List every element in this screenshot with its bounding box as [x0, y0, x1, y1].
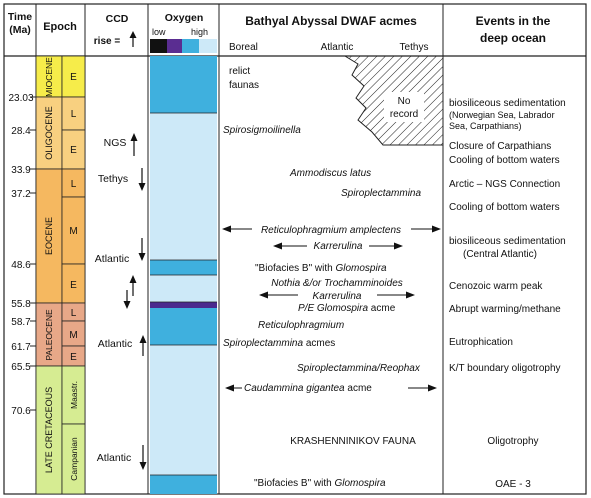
acme-label: KRASHENNINIKOV FAUNA	[290, 436, 416, 447]
ccd-rise-arrow-icon	[130, 31, 137, 47]
oxygen-band-mid	[150, 475, 217, 494]
header-tethys: Tethys	[399, 42, 429, 53]
sub-epoch-label: L	[70, 179, 77, 190]
event-label: Closure of Carpathians	[449, 141, 552, 152]
ccd-label-ngs: NGS	[103, 137, 127, 149]
acme-label: Nothia &/or Trochamminoides	[271, 278, 403, 289]
acme-label: P/E Glomospira acme	[298, 303, 396, 314]
ccd-down-arrow-icon	[139, 168, 146, 191]
event-label: biosiliceous sedimentation	[449, 236, 566, 247]
ccd-label-atlantic: Atlantic	[97, 338, 133, 350]
time-label: 33.9	[11, 165, 31, 176]
time-label: 55.8	[11, 299, 31, 310]
sub-epoch-label: L	[70, 308, 77, 319]
acme-label: Spirosigmoilinella	[223, 125, 301, 136]
header-oxygen-high: high	[191, 27, 209, 37]
ccd-up-arrow-icon	[140, 335, 147, 356]
period-label-late-cretaceous: LATE CRETACEOUS	[44, 386, 54, 474]
header-atlantic: Atlantic	[320, 42, 354, 53]
event-label: Eutrophication	[449, 337, 513, 348]
sub-epoch-label: E	[70, 145, 77, 156]
time-label: 61.7	[11, 342, 31, 353]
header-time-1: Time	[7, 11, 33, 23]
acme-label: Spiroplectammina	[341, 188, 422, 199]
sub-epoch-label: Maastr.	[69, 381, 79, 409]
time-label: 23.03	[8, 93, 34, 104]
time-axis	[8, 93, 36, 417]
event-label: Cooling of bottom waters	[449, 202, 560, 213]
oxygen-legend-pale	[199, 39, 217, 53]
time-label: 28.4	[11, 126, 31, 137]
time-label: 65.5	[11, 362, 31, 373]
sub-epoch-label: E	[70, 352, 77, 363]
header-time-2: (Ma)	[9, 24, 31, 36]
event-label: biosiliceous sedimentation	[449, 98, 566, 109]
acme-label: faunas	[229, 80, 260, 91]
sub-epoch-label: Campanian	[69, 437, 79, 481]
event-label: Arctic – NGS Connection	[449, 179, 561, 190]
acme-label: Karrerulina	[313, 241, 363, 252]
sub-epoch-label: E	[70, 72, 77, 83]
header-ccd-rise: rise =	[93, 36, 121, 47]
header-ccd: CCD	[105, 13, 129, 25]
acme-label: Ammodiscus latus	[290, 168, 372, 179]
header-events-1: Events in the	[475, 14, 551, 28]
ccd-label-atlantic: Atlantic	[96, 452, 132, 464]
epoch-column	[36, 56, 85, 494]
ccd-down-arrow-icon	[140, 445, 147, 470]
event-label: OAE - 3	[495, 479, 531, 490]
header-epoch: Epoch	[43, 21, 77, 33]
time-label: 58.7	[11, 317, 31, 328]
ccd-label-tethys: Tethys	[97, 173, 129, 185]
sub-epoch-label: E	[70, 280, 77, 291]
ccd-label-atlantic: Atlantic	[94, 253, 130, 265]
acme-label: Caudammina gigantea acme	[244, 383, 372, 394]
ccd-down-arrow-icon	[124, 290, 131, 309]
oxygen-legend-blue	[182, 39, 199, 53]
acme-label: Reticulophragmium amplectens	[260, 225, 402, 236]
acme-label: Karrerulina	[312, 291, 362, 302]
event-label: Cenozoic warm peak	[449, 281, 543, 292]
event-label: Cooling of bottom waters	[449, 155, 560, 166]
oxygen-legend-purple	[167, 39, 182, 53]
no-record-label: No	[397, 96, 411, 107]
acme-label: "Biofacies B" with Glomospira	[255, 263, 387, 274]
sub-epoch-label: M	[69, 226, 78, 237]
acme-label: Reticulophragmium	[258, 320, 345, 331]
acme-label: relict	[229, 66, 251, 77]
header-oxygen: Oxygen	[164, 12, 204, 24]
header-oxygen-low: low	[152, 27, 166, 37]
sub-epoch-label: L	[70, 109, 77, 120]
oxygen-band-mid	[150, 308, 217, 345]
ccd-up-arrow-icon	[130, 275, 137, 296]
event-label: Abrupt warming/methane	[449, 304, 561, 315]
time-label: 48.6	[11, 260, 31, 271]
period-label-paleocene: PALEOCENE	[44, 309, 54, 361]
time-label: 70.6	[11, 406, 31, 417]
event-label: Sea, Carpathians)	[449, 121, 522, 131]
period-label-eocene: EOCENE	[44, 216, 54, 256]
oxygen-band-mid	[150, 260, 217, 275]
acme-label: "Biofacies B" with Glomospira	[254, 478, 386, 489]
oxygen-band-mid	[150, 56, 217, 113]
header-events-2: deep ocean	[479, 31, 547, 45]
sub-epoch-label: M	[69, 330, 78, 341]
event-label: Oligotrophy	[487, 436, 539, 447]
event-label: K/T boundary oligotrophy	[449, 363, 561, 374]
events-column	[449, 98, 566, 490]
ccd-up-arrow-icon	[131, 133, 138, 156]
oxygen-legend-black	[150, 39, 167, 53]
ccd-column	[95, 133, 147, 470]
ccd-down-arrow-icon	[139, 238, 146, 261]
no-record-label: record	[389, 109, 419, 120]
oxygen-band-low	[150, 302, 217, 308]
acme-label: Spiroplectammina acmes	[223, 338, 336, 349]
event-label: (Norwegian Sea, Labrador	[449, 110, 555, 120]
time-label: 37.2	[11, 189, 31, 200]
header-acmes: Bathyal Abyssal DWAF acmes	[245, 14, 417, 28]
header-boreal: Boreal	[229, 42, 258, 53]
period-label-oligocene: OLIGOCENE	[44, 106, 54, 160]
event-label: (Central Atlantic)	[463, 249, 537, 260]
oxygen-column	[150, 56, 217, 494]
acme-label: Spiroplectammina/Reophax	[297, 363, 420, 374]
period-label-miocene: MIOCENE	[44, 57, 54, 97]
